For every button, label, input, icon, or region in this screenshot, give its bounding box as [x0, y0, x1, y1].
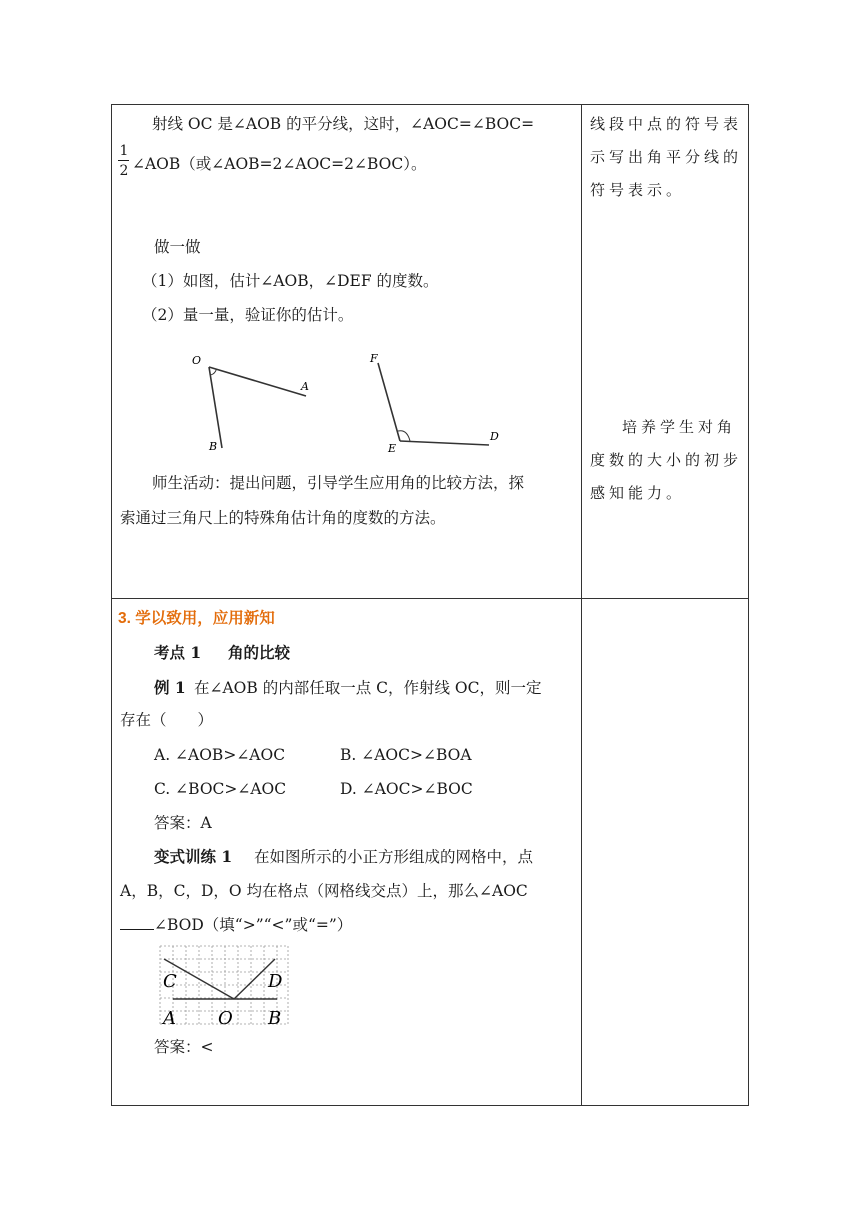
teacher-activity-line2: 索通过三角尺上的特殊角估计角的度数的方法。	[120, 509, 446, 527]
side-note2-line2: 度数的大小的初步	[590, 451, 743, 469]
teacher-activity-line1: 师生活动：提出问题，引导学生应用角的比较方法，探	[152, 474, 525, 492]
row2-side-cell	[581, 598, 749, 1106]
grid-label-a: A	[163, 1008, 176, 1026]
grid-label-b: B	[268, 1008, 282, 1026]
example-text-line1: 在∠AOB 的内部任取一点 C，作射线 OC，则一定	[194, 679, 542, 697]
option-b: B. ∠AOC>∠BOA	[340, 746, 472, 764]
ray-oa	[209, 367, 306, 396]
point-label: 考点 1	[154, 643, 202, 662]
fraction-bar	[118, 160, 129, 161]
section-title: 3. 学以致用，应用新知	[118, 610, 275, 627]
angle-def-figure	[362, 345, 512, 455]
label-a: A	[301, 380, 309, 393]
label-o: O	[192, 354, 202, 367]
label-b: B	[209, 440, 218, 453]
side-note2-line1: 培养学生对角	[622, 418, 737, 436]
answer-blank	[120, 915, 154, 930]
ray-ob	[209, 367, 222, 448]
option-d: D. ∠AOC>∠BOC	[340, 780, 473, 798]
row1-main-cell	[111, 104, 582, 599]
answer-2: 答案：<	[154, 1038, 214, 1056]
variant-text-line1: 在如图所示的小正方形组成的网格中，点	[254, 848, 534, 866]
example-text-line2: 存在（ ）	[120, 711, 214, 729]
activity-step-1: （1）如图，估计∠AOB，∠DEF 的度数。	[142, 272, 439, 290]
option-a: A. ∠AOB>∠AOC	[154, 746, 286, 764]
side-note1-line3: 符号表示。	[590, 181, 686, 199]
side-note1-line2: 示写出角平分线的	[590, 148, 743, 166]
variant-text-line3-wrap	[120, 915, 352, 935]
grid-label-o: O	[218, 1008, 233, 1026]
variant-text-line3: ∠BOD（填“>”“<”或“=”）	[154, 916, 353, 934]
variant-label: 变式训练 1	[154, 847, 233, 866]
label-e: E	[388, 442, 397, 455]
label-f: F	[370, 352, 378, 365]
ray-ed	[400, 441, 489, 445]
activity-title: 做一做	[154, 238, 201, 256]
row1-side-cell	[581, 104, 749, 599]
grid-label-d: D	[268, 971, 283, 992]
side-note2-line3: 感知能力。	[590, 484, 686, 502]
point-title: 角的比较	[228, 643, 291, 662]
angle-aob-figure	[182, 345, 322, 455]
example-label: 例 1	[154, 678, 186, 697]
fraction-denominator: 2	[119, 163, 129, 179]
bisector-text-line2: ∠AOB（或∠AOB=2∠AOC=2∠BOC）。	[132, 155, 427, 173]
grid-label-c: C	[163, 971, 177, 992]
option-c: C. ∠BOC>∠AOC	[154, 780, 287, 798]
grid-figure	[158, 944, 290, 1026]
variant-text-line2: A，B，C，D，O 均在格点（网格线交点）上，那么∠AOC	[120, 882, 528, 900]
row2-main-cell	[111, 598, 582, 1106]
fraction-numerator: 1	[119, 143, 129, 159]
bisector-text-line1: 射线 OC 是∠AOB 的平分线，这时，∠AOC=∠BOC=	[152, 115, 535, 133]
answer-1: 答案：A	[154, 814, 212, 832]
angle-arc-o	[211, 369, 217, 375]
ray-ef	[378, 363, 400, 441]
activity-step-2: （2）量一量，验证你的估计。	[142, 306, 354, 324]
side-note1-line1: 线段中点的符号表	[590, 115, 743, 133]
label-d: D	[490, 430, 499, 443]
lesson-table	[111, 104, 749, 1106]
